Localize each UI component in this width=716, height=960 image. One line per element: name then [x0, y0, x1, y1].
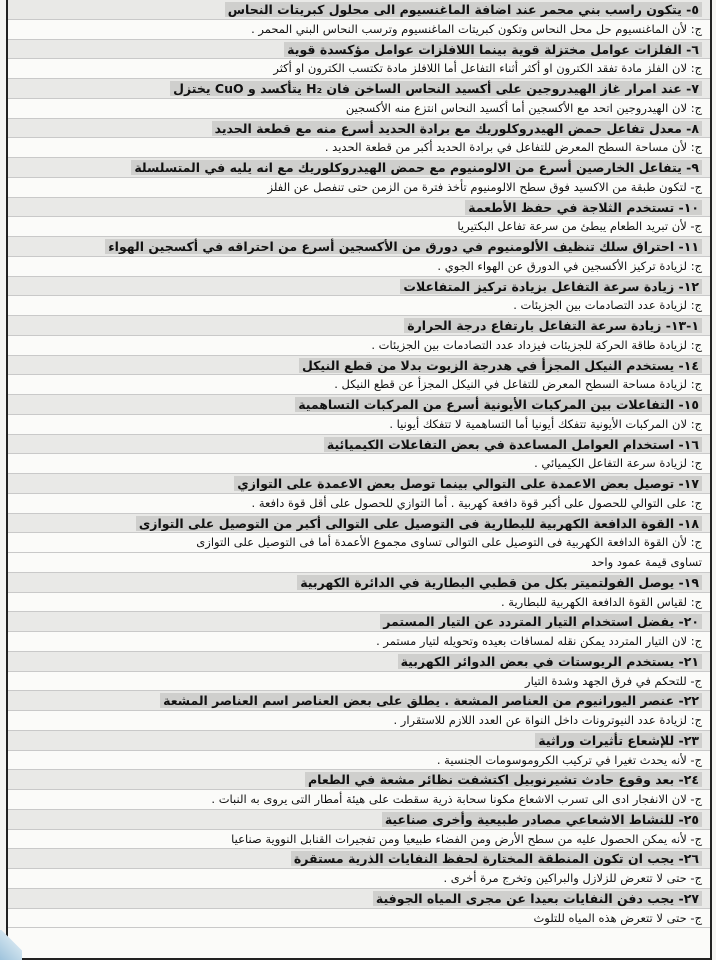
answer-row — [8, 672, 710, 692]
answer-text: ج- حتى لا تتعرض للزلازل والبراكين وتخرج مرة أخرى . — [443, 871, 702, 885]
question-text: ١٧- توصيل بعض الاعمدة على التوالي بينما توصل بعض الاعمدة على التوازي — [234, 476, 702, 491]
answer-row — [8, 751, 710, 771]
answer-row — [8, 790, 710, 810]
question-text: ١٦- استخدام العوامل المساعدة في بعض التفاعلات الكيميائية — [324, 437, 702, 452]
answer-text: ج- لتكون طبقة من الاكسيد فوق سطح الالومنيوم تأخذ فترة من الزمن حتى تنفصل عن الفلز — [267, 179, 702, 194]
answer-text: ج: لزيادة عدد التصادمات بين الجزيئات . — [513, 298, 702, 313]
question-row — [8, 395, 710, 415]
page-corner-decoration — [0, 930, 22, 960]
answer-row — [8, 593, 710, 613]
question-text: ٢٧- يجب دفن النفايات بعيدا عن مجرى المياه الجوفية — [373, 891, 702, 906]
question-text: ٧- عند امرار غاز الهيدروجين على أكسيد النحاس الساخن فان H₂ يتأكسد و CuO يختزل — [170, 81, 702, 96]
question-row — [8, 849, 710, 869]
answer-text: ج: لقياس القوة الدافعة الكهربية للبطارية . — [500, 594, 702, 609]
answer-row — [8, 909, 710, 929]
question-row — [8, 514, 710, 534]
question-text: ٩- يتفاعل الخارصين أسرع من الالومنيوم مع حمض الهيدروكلوريك مع انه يليه في المتسلسلة — [131, 160, 702, 175]
question-text: ١٩- يوصل الفولتميتر بكل من قطبي البطارية في الدائرة الكهربية — [297, 575, 702, 590]
answer-text: ج: لزيادة عدد النيوترونات داخل النواة عن العدد اللازم للاستقرار . — [393, 713, 702, 727]
question-text: ٢٤- بعد وقوع حادث تشيرنوبيل اكتشفت نظائر مشعة في الطعام — [305, 772, 702, 787]
answer-text: ج: لزيادة سرعة التفاعل الكيميائي . — [534, 456, 702, 471]
answer-row — [8, 711, 710, 731]
answer-row — [8, 553, 710, 573]
question-text: ٢٣- للإشعاع تأثيرات وراثية — [535, 733, 702, 748]
answer-row — [8, 217, 710, 237]
answer-text: ج: لأن القوة الدافعة الكهربية فى التوصيل على التوالى تساوى مجموع الأعمدة أما فى التوصيل على التوازى — [196, 535, 702, 550]
answer-text: ج: لان الفلز مادة تفقد الكترون او أكثر أثناء التفاعل أما اللافلز مادة تكتسب الكترون او أكثر — [273, 61, 702, 76]
question-text: ١-١٣- زيادة سرعة التفاعل بارتفاع درجة الحرارة — [404, 318, 702, 333]
answer-text: ج: لزيادة طاقة الحركة للجزيئات فيزداد عدد التصادمات بين الجزيئات . — [371, 337, 702, 352]
answer-row — [8, 415, 710, 435]
question-row — [8, 810, 710, 830]
answer-text: ج- لأنه يحدث تغيرا في تركيب الكروموسومات الجنسية . — [436, 752, 702, 767]
answer-row — [8, 533, 710, 553]
answer-text: ج- لأن تبريد الطعام يبطئ من سرعة تفاعل البكتيريا — [457, 219, 702, 234]
answer-text: ج- حتى لا تتعرض هذه المياه للتلوث — [533, 910, 702, 925]
answer-text: تساوى قيمة عمود واحد — [591, 555, 702, 569]
question-row — [8, 158, 710, 178]
answer-row — [8, 138, 710, 158]
answer-row — [8, 830, 710, 850]
answer-text: ج- لأنه يمكن الحصول عليه من سطح الأرض ومن الفضاء طبيعيا ومن تفجيرات القنابل النووية صناعيا — [231, 831, 702, 846]
answer-text: ج: لزيادة تركيز الأكسجين في الدورق عن الهواء الجوي . — [437, 258, 702, 273]
question-row — [8, 731, 710, 751]
question-row — [8, 356, 710, 376]
question-text: ٢٦- يجب ان تكون المنطقة المختارة لحفظ النفايات الذرية مستقرة — [291, 851, 702, 866]
answer-text: ج: لان المركبات الأيونية تتفكك أيونيا أما التساهمية لا تتفكك أيونيا . — [389, 416, 702, 431]
question-text: ٢٢- عنصر اليورانيوم من العناصر المشعة . يطلق على بعض العناصر اسم العناصر المشعة — [160, 693, 702, 708]
answer-row — [8, 375, 710, 395]
question-text: ٦- الفلزات عوامل مختزلة قوية بينما اللافلزات عوامل مؤكسدة قوية — [284, 42, 702, 57]
question-row — [8, 612, 710, 632]
question-text: ١٥- التفاعلات بين المركبات الأيونية أسرع من المركبات التساهمية — [295, 397, 702, 412]
question-row — [8, 435, 710, 455]
question-text: ١٠- تستخدم الثلاجة في حفظ الأطعمة — [465, 200, 702, 215]
question-row — [8, 277, 710, 297]
question-row — [8, 119, 710, 139]
question-row — [8, 889, 710, 909]
question-row — [8, 474, 710, 494]
answer-row — [8, 296, 710, 316]
question-text: ١٢- زيادة سرعة التفاعل بزيادة تركيز المتفاعلات — [400, 279, 702, 294]
question-row — [8, 40, 710, 60]
answer-row — [8, 336, 710, 356]
question-text: ٨- معدل تفاعل حمض الهيدروكلوريك مع برادة الحديد أسرع منه مع قطعة الحديد — [212, 121, 702, 136]
answer-text: ج: لان التيار المتردد يمكن نقله لمسافات بعيده وتحويله لتيار مستمر . — [376, 634, 702, 648]
question-text: ٥- يتكون راسب بني محمر عند اضافة الماغنسيوم الى محلول كبريتات النحاس — [225, 2, 702, 17]
question-row — [8, 198, 710, 218]
question-row — [8, 79, 710, 99]
answer-row — [8, 869, 710, 889]
question-text: ١٨- القوة الدافعة الكهربية للبطارية فى التوصيل على التوالى أكبر من التوصيل على التوازى — [136, 516, 702, 531]
answer-row — [8, 257, 710, 277]
document-sheet — [6, 0, 712, 960]
answer-text: ج: لأن الماغنسيوم حل محل النحاس وتكون كبريتات الماغنسيوم وترسب النحاس البني المحمر . — [251, 21, 702, 36]
answer-row — [8, 20, 710, 40]
question-text: ١٤- يستخدم النيكل المجزأ في هدرجة الزيوت بدلا من قطع النيكل — [299, 358, 702, 373]
answer-row — [8, 178, 710, 198]
question-row — [8, 573, 710, 593]
question-row — [8, 691, 710, 711]
question-row — [8, 237, 710, 257]
answer-text: ج: لزيادة مساحة السطح المعرض للتفاعل في النيكل المجزأ عن قطع النيكل . — [334, 377, 702, 392]
answer-row — [8, 99, 710, 119]
question-text: ٢١- يستخدم الريوستات في بعض الدوائر الكهربية — [398, 654, 702, 669]
question-row — [8, 770, 710, 790]
question-text: ٢٠- يفضل استخدام التيار المتردد عن التيار المستمر — [380, 614, 702, 629]
answer-row — [8, 59, 710, 79]
answer-text: ج- للتحكم في فرق الجهد وشدة التيار — [525, 673, 702, 688]
answer-row — [8, 454, 710, 474]
question-text: ١١- احتراق سلك تنظيف الألومنيوم في دورق من الأكسجين أسرع من احتراقه في أكسجين الهواء — [105, 239, 702, 254]
answer-row — [8, 632, 710, 652]
question-row — [8, 316, 710, 336]
answer-text: ج- لان الانفجار ادى الى تسرب الاشعاع مكونا سحابة ذرية سقطت على هيئة أمطار التى يروى به النبات . — [211, 792, 702, 806]
answer-text: ج: على التوالي للحصول على أكبر قوة دافعة كهربية . أما التوازي للحصول على أقل قوة دافعة . — [251, 495, 702, 510]
answer-text: ج: لان الهيدروجين اتحد مع الأكسجين أما أكسيد النحاس انتزع منه الأكسجين — [345, 100, 702, 115]
question-row — [8, 0, 710, 20]
answer-text: ج: لأن مساحة السطح المعرض للتفاعل في برادة الحديد أكبر من قطعة الحديد . — [324, 140, 702, 155]
answer-row — [8, 494, 710, 514]
question-text: ٢٥- للنشاط الاشعاعي مصادر طبيعية وأخرى صناعية — [382, 812, 702, 827]
question-row — [8, 652, 710, 672]
